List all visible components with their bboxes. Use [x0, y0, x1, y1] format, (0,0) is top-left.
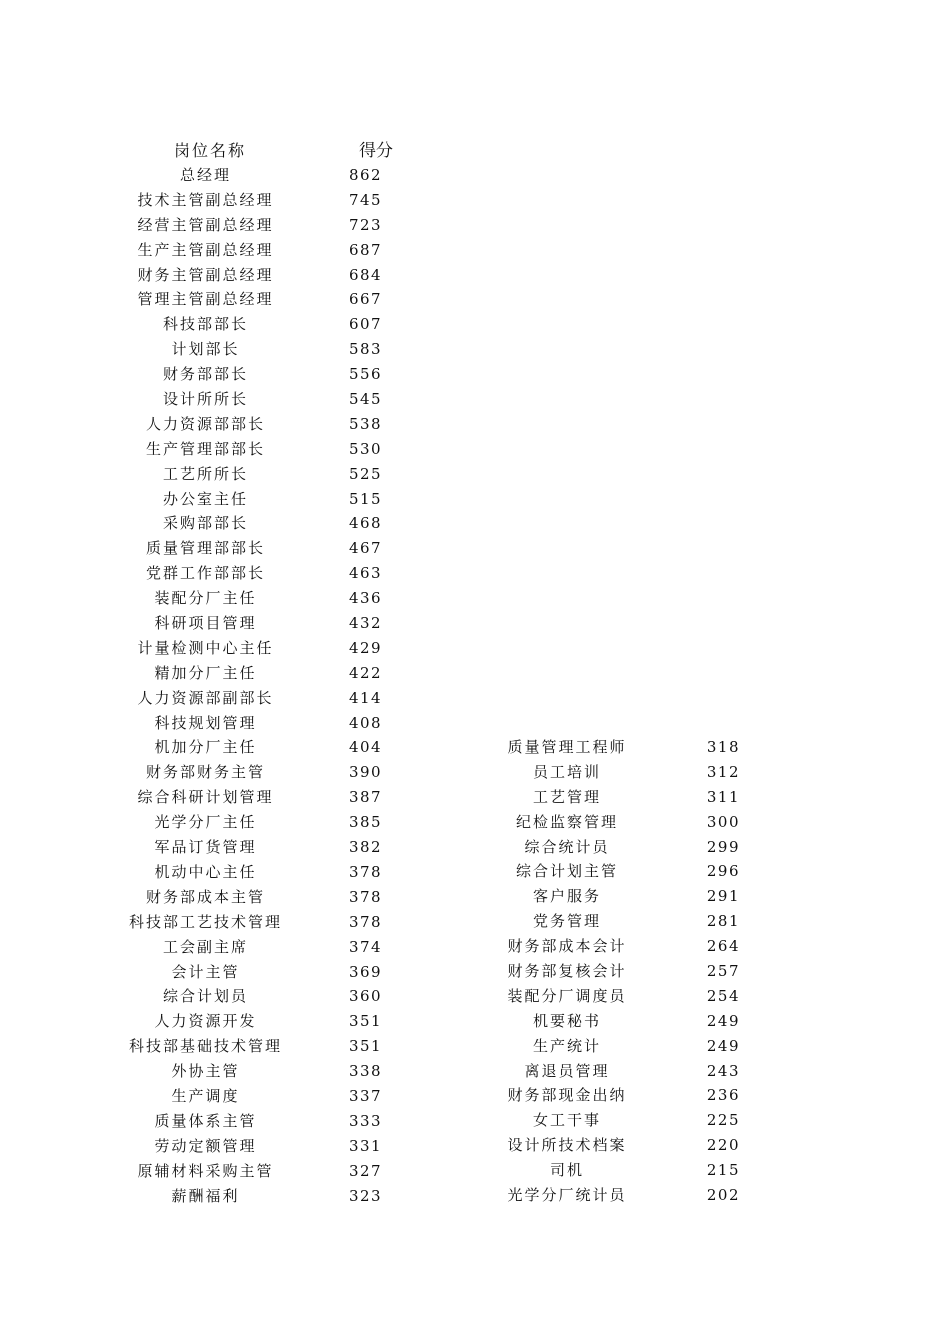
- position-score-list-right: [460, 735, 780, 1208]
- table-row: [460, 884, 780, 909]
- table-row: [110, 686, 430, 711]
- table-row: [110, 1059, 430, 1084]
- position-name: 设计所所长: [163, 390, 249, 409]
- table-row: [110, 1084, 430, 1109]
- table-row: [460, 1183, 780, 1208]
- position-name: 光学分厂统计员: [507, 1186, 627, 1205]
- position-name: 科技部基础技术管理: [129, 1037, 283, 1056]
- table-row: [110, 561, 430, 586]
- table-row: [460, 984, 780, 1009]
- table-row: [110, 1034, 430, 1059]
- position-name: 薪酬福利: [171, 1186, 240, 1205]
- table-row: [460, 1034, 780, 1059]
- position-name: 人力资源部副部长: [137, 688, 274, 707]
- position-name: 劳动定额管理: [154, 1136, 257, 1155]
- position-name: 司机: [549, 1161, 584, 1180]
- position-name: 总经理: [180, 166, 232, 184]
- table-row: [460, 1009, 780, 1034]
- table-row: [110, 1159, 430, 1184]
- position-name: 财务部部长: [163, 365, 249, 384]
- table-row: [110, 188, 430, 213]
- table-row: [110, 935, 430, 960]
- score-value: 515: [348, 489, 383, 508]
- table-row: [110, 337, 430, 362]
- table-row: [110, 885, 430, 910]
- position-name: 党群工作部部长: [146, 564, 266, 583]
- score-value: 337: [348, 1086, 383, 1105]
- position-name: 机要秘书: [532, 1011, 601, 1030]
- score-value: 264: [706, 937, 740, 956]
- position-name: 装配分厂调度员: [507, 986, 627, 1005]
- score-value: 374: [348, 937, 383, 956]
- column-header-position-name: 岗位名称: [173, 141, 246, 160]
- table-row: [110, 984, 430, 1009]
- table-row: [110, 1134, 430, 1159]
- table-row: [110, 437, 430, 462]
- position-name: 工会副主席: [163, 937, 249, 956]
- score-value: 723: [348, 215, 383, 234]
- table-row: [110, 487, 430, 512]
- table-row: [460, 1133, 780, 1158]
- score-value: 467: [348, 539, 383, 558]
- score-value: 351: [348, 1012, 383, 1031]
- score-value: 254: [706, 986, 740, 1005]
- score-value: 296: [706, 862, 740, 881]
- score-value: 404: [348, 738, 383, 757]
- table-row: [110, 1109, 430, 1134]
- table-row: [460, 835, 780, 860]
- table-row: [460, 1059, 780, 1084]
- table-row: [110, 362, 430, 387]
- table-row: [110, 263, 430, 288]
- position-name: 会计主管: [171, 962, 240, 981]
- table-row: [110, 910, 430, 935]
- score-value: 351: [348, 1037, 383, 1056]
- table-row: [460, 760, 780, 785]
- position-name: 质量管理部部长: [146, 539, 266, 558]
- score-value: 291: [706, 887, 740, 906]
- position-name: 机加分厂主任: [154, 738, 257, 757]
- score-value: 360: [348, 987, 383, 1006]
- score-value: 387: [348, 788, 383, 807]
- score-value: 463: [348, 564, 383, 583]
- table-row: [110, 611, 430, 636]
- score-value: 545: [348, 390, 383, 409]
- score-value: 687: [348, 240, 383, 259]
- position-name: 女工干事: [532, 1111, 601, 1130]
- position-name: 外协主管: [171, 1062, 240, 1081]
- position-name: 综合计划员: [163, 987, 249, 1006]
- table-row: [460, 1158, 780, 1183]
- table-row: [110, 412, 430, 437]
- score-value: 382: [348, 838, 383, 857]
- position-score-list-left: [110, 163, 430, 1208]
- position-name: 科研项目管理: [154, 614, 257, 633]
- table-row: [110, 586, 430, 611]
- position-name: 生产管理部部长: [146, 439, 266, 458]
- position-name: 财务部复核会计: [507, 962, 627, 981]
- position-name: 计量检测中心主任: [137, 638, 274, 657]
- position-name: 财务部财务主管: [146, 763, 266, 782]
- position-name: 财务部成本会计: [507, 937, 627, 956]
- position-name: 客户服务: [532, 887, 601, 906]
- table-row: [110, 312, 430, 337]
- score-value: 236: [706, 1086, 740, 1105]
- score-value: 408: [348, 713, 383, 732]
- table-row: [460, 785, 780, 810]
- position-name: 综合科研计划管理: [137, 788, 274, 807]
- position-name: 科技部部长: [163, 315, 249, 334]
- position-name: 工艺所所长: [163, 464, 249, 483]
- score-value: 243: [706, 1061, 740, 1080]
- position-name: 综合统计员: [524, 837, 610, 856]
- position-name: 生产调度: [171, 1086, 240, 1105]
- score-value: 667: [348, 290, 383, 309]
- table-row: [110, 636, 430, 661]
- column-header-score: 得分: [359, 141, 393, 161]
- position-name: 军品订货管理: [154, 838, 257, 857]
- score-value: 220: [706, 1136, 740, 1155]
- score-value: 468: [348, 514, 383, 533]
- table-row: [110, 785, 430, 810]
- score-value: 318: [706, 738, 740, 756]
- position-name: 质量体系主管: [154, 1111, 257, 1130]
- score-value: 583: [348, 340, 383, 359]
- table-row: [110, 163, 430, 188]
- table-row: [110, 511, 430, 536]
- position-name: 质量管理工程师: [507, 738, 627, 756]
- table-row: [110, 711, 430, 736]
- score-value: 249: [706, 1036, 740, 1055]
- position-name: 精加分厂主任: [154, 663, 257, 682]
- score-value: 390: [348, 763, 383, 782]
- table-row: [110, 462, 430, 487]
- table-row: [460, 934, 780, 959]
- position-name: 人力资源开发: [154, 1012, 257, 1031]
- position-name: 技术主管副总经理: [137, 190, 274, 209]
- position-name: 财务部成本主管: [146, 887, 266, 906]
- table-row: [110, 810, 430, 835]
- position-name: 科技规划管理: [154, 713, 257, 732]
- score-value: 300: [706, 812, 740, 831]
- position-name: 办公室主任: [163, 489, 249, 508]
- table-row: [460, 810, 780, 835]
- table-row: [110, 213, 430, 238]
- table-row: [110, 960, 430, 985]
- score-value: 538: [348, 414, 383, 433]
- score-value: 281: [706, 912, 740, 931]
- score-value: 215: [706, 1161, 740, 1180]
- score-value: 327: [348, 1161, 383, 1180]
- score-value: 436: [348, 589, 383, 608]
- table-row: [460, 909, 780, 934]
- table-row: [460, 859, 780, 884]
- score-value: 333: [348, 1111, 383, 1130]
- score-value: 429: [348, 638, 383, 657]
- table-row: [110, 1009, 430, 1034]
- position-name: 财务主管副总经理: [137, 265, 274, 284]
- position-name: 纪检监察管理: [515, 812, 618, 831]
- position-name: 经营主管副总经理: [137, 215, 274, 234]
- score-value: 556: [348, 365, 383, 384]
- score-value: 225: [706, 1111, 740, 1130]
- position-name: 员工培训: [532, 762, 601, 781]
- score-value: 378: [348, 912, 383, 931]
- table-row: [110, 536, 430, 561]
- table-row: [110, 860, 430, 885]
- score-value: 414: [348, 688, 383, 707]
- table-row: [460, 959, 780, 984]
- table-row: [110, 735, 430, 760]
- score-value: 607: [348, 315, 383, 334]
- position-name: 机动中心主任: [154, 862, 257, 881]
- table-row: [110, 661, 430, 686]
- score-value: 530: [348, 439, 383, 458]
- score-value: 432: [348, 614, 383, 633]
- score-value: 378: [348, 887, 383, 906]
- position-name: 综合计划主管: [515, 862, 618, 881]
- table-row: [110, 238, 430, 263]
- table-row: [460, 1108, 780, 1133]
- score-value: 323: [348, 1186, 383, 1205]
- position-name: 光学分厂主任: [154, 813, 257, 832]
- score-value: 338: [348, 1062, 383, 1081]
- position-name: 科技部工艺技术管理: [129, 912, 283, 931]
- score-value: 745: [348, 190, 383, 209]
- table-row: [110, 760, 430, 785]
- score-value: 862: [348, 166, 383, 184]
- position-name: 离退员管理: [524, 1061, 610, 1080]
- score-value: 378: [348, 862, 383, 881]
- score-value: 249: [706, 1011, 740, 1030]
- table-row: [110, 287, 430, 312]
- position-name: 采购部部长: [163, 514, 249, 533]
- position-name: 生产统计: [532, 1036, 601, 1055]
- position-name: 管理主管副总经理: [137, 290, 274, 309]
- position-name: 设计所技术档案: [507, 1136, 627, 1155]
- table-row: [110, 1184, 430, 1209]
- table-row: [110, 835, 430, 860]
- score-value: 385: [348, 813, 383, 832]
- score-value: 312: [706, 762, 740, 781]
- table-row: [110, 387, 430, 412]
- score-value: 257: [706, 962, 740, 981]
- score-value: 202: [706, 1186, 740, 1205]
- score-value: 684: [348, 265, 383, 284]
- score-value: 331: [348, 1136, 383, 1155]
- score-value: 422: [348, 663, 383, 682]
- table-row: [460, 735, 780, 760]
- score-value: 311: [706, 787, 740, 806]
- position-name: 计划部长: [171, 340, 240, 359]
- position-name: 原辅材料采购主管: [137, 1161, 274, 1180]
- position-name: 人力资源部部长: [146, 414, 266, 433]
- position-name: 财务部现金出纳: [507, 1086, 627, 1105]
- position-name: 装配分厂主任: [154, 589, 257, 608]
- table-row: [460, 1083, 780, 1108]
- position-name: 工艺管理: [532, 787, 601, 806]
- position-name: 生产主管副总经理: [137, 240, 274, 259]
- score-value: 369: [348, 962, 383, 981]
- position-name: 党务管理: [532, 912, 601, 931]
- score-value: 525: [348, 464, 383, 483]
- score-value: 299: [706, 837, 740, 856]
